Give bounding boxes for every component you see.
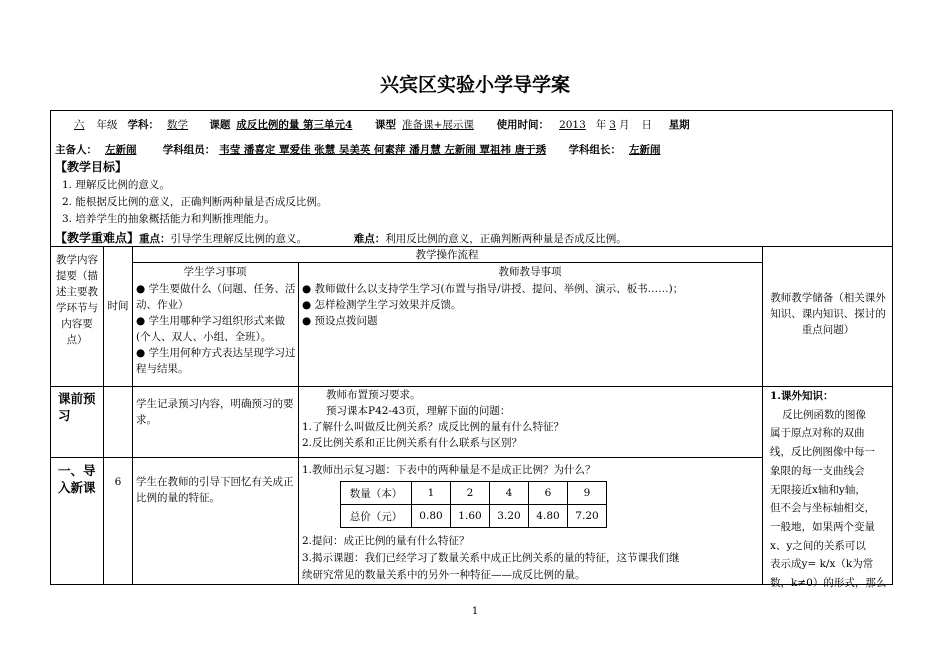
- table-cell: 2: [451, 482, 490, 505]
- day-label: 日: [641, 119, 652, 131]
- table-row: [341, 505, 607, 528]
- reserve-line: 但不会与坐标轴相交，: [770, 502, 875, 515]
- row2-teacher-q3: 3.揭示课题：我们已经学习了数量关系中成正比例关系的量的特征，这节课我们继: [302, 552, 680, 564]
- table-cell: 1: [412, 482, 451, 505]
- month-label: 月: [618, 119, 630, 131]
- type-label: 课型: [375, 119, 397, 131]
- reserve-line: 属于原点对称的双曲: [770, 427, 865, 440]
- student-bullet: ● 学生用哪种学习组织形式来做(个人、双人、小组、全班）。: [136, 315, 285, 343]
- table-row: [341, 482, 607, 505]
- row1-teacher-line: 2.反比例关系和正比例关系有什么联系与区别？: [302, 437, 523, 449]
- keypoints-row: [55, 229, 627, 246]
- reserve-line: 无限接近x轴和y轴，: [770, 483, 866, 496]
- student-header: 学生学习事项: [183, 266, 247, 278]
- row1-teacher-line: 1.了解什么叫做反比例关系？成反比例的量有什么特征？: [302, 421, 565, 433]
- grade-label: 年级: [96, 119, 118, 131]
- header-row-1: [62, 117, 710, 132]
- teacher-header: 教师教导事项: [498, 266, 562, 278]
- time-header: 时间: [107, 300, 129, 312]
- subject-value: 数学: [167, 119, 189, 131]
- teacher-bullet-list: [302, 281, 760, 329]
- type-value: 准备课+展示课: [402, 119, 474, 131]
- table-cell: 7.20: [568, 505, 607, 528]
- row1-student-text: 学生记录预习内容，明确预习的要求。: [136, 398, 294, 426]
- student-bullet-list: [136, 281, 296, 377]
- table-cell: 1.60: [451, 505, 490, 528]
- key-text: 引导学生理解反比例的意义。: [170, 233, 308, 245]
- topic-value: 成反比例的量 第三单元4: [236, 119, 353, 131]
- time-label: 使用时间：: [496, 119, 550, 131]
- row2-student-text: 学生在教师的引导下回忆有关成正比例的量的特征。: [136, 476, 294, 504]
- row1-teacher-line: 预习课本P42-43页，理解下面的问题：: [326, 405, 511, 417]
- row2-teacher-q1: 1.教师出示复习题：下表中的两种量是不是成正比例？为什么？: [302, 464, 596, 476]
- reserve-line: 数，k≠0）的形式，那么: [770, 577, 887, 590]
- teacher-bullet: ● 预设点拨问题: [302, 315, 378, 327]
- price-quantity-table: [340, 481, 607, 528]
- subject-label: 学科：: [127, 119, 160, 131]
- content-summary-header: 教学内容提要（描述主要教学环节与内容要点）: [56, 254, 98, 346]
- stage-intro: 一、导入新课: [58, 463, 96, 495]
- goal-item: 1. 理解反比例的意义。: [62, 179, 170, 191]
- table-cell: 3.20: [490, 505, 529, 528]
- table-cell: 数量（本）: [341, 482, 412, 505]
- key-label: 重点：: [139, 233, 171, 245]
- goal-item: 2. 能根据反比例的意义，正确判断两种量是否成反比例。: [62, 196, 328, 208]
- leader-label: 学科组长：: [568, 144, 621, 156]
- row2-time: 6: [114, 476, 122, 488]
- reserve-header: 教师教学储备（相关课外知识、课内知识、探讨的重点问题）: [770, 292, 886, 336]
- topic-label: 课题: [209, 119, 231, 131]
- reserve-line: 反比例函数的图像: [782, 408, 866, 421]
- page-title: 兴宾区实验小学导学案: [379, 74, 570, 96]
- page-number: 1: [471, 606, 479, 617]
- row2-teacher-q3-cont: 续研究常见的数量关系中的另外一种特征——成反比例的量。: [302, 569, 586, 581]
- group-value: 韦莹 潘喜定 覃爱佳 张慧 吴美英 何素萍 潘月慧 左新闹 覃祖祎 唐于琇: [219, 144, 547, 156]
- reserve-line: 象限的每一支曲线会: [770, 464, 865, 477]
- table-cell: 总价（元）: [341, 505, 412, 528]
- row1-teacher-text: [302, 387, 760, 451]
- goals-heading: 【教学目标】: [55, 160, 128, 174]
- hard-label: 难点：: [353, 233, 386, 245]
- reserve-line: 表示成y= k/x（k为常: [770, 558, 874, 571]
- table-cell: 4: [490, 482, 529, 505]
- table-cell: 4.80: [529, 505, 568, 528]
- hard-text: 利用反比例的意义，正确判断两种量是否成反比例。: [385, 233, 627, 245]
- row2-teacher-q2: 2.提问：成正比例的量有什么特征？: [302, 535, 470, 547]
- grade-value: 六: [74, 119, 85, 131]
- reserve-heading: 1.课外知识：: [770, 390, 834, 402]
- student-bullet: ● 学生要做什么（问题、任务、活动、作业）: [136, 283, 296, 311]
- goal-item: 3. 培养学生的抽象概括能力和判断推理能力。: [62, 213, 275, 225]
- process-header: 教学操作流程: [415, 249, 479, 261]
- week-label: 星期: [668, 119, 690, 131]
- student-bullet: ● 学生用何种方式表达呈现学习过程与结果。: [136, 347, 296, 375]
- row1-teacher-line: 教师布置预习要求。: [326, 389, 421, 401]
- year-value: 2013: [559, 119, 586, 131]
- month-value: 3: [609, 119, 616, 131]
- table-cell: 6: [529, 482, 568, 505]
- stage-preview: 课前预习: [58, 391, 96, 423]
- table-cell: 0.80: [412, 505, 451, 528]
- header-row-2: [55, 142, 668, 157]
- lead-label: 主备人：: [55, 144, 97, 156]
- table-cell: 9: [568, 482, 607, 505]
- lead-value: 左新闹: [105, 144, 137, 156]
- year-label: 年: [595, 119, 607, 131]
- reserve-line: 一般地，如果两个变量: [770, 520, 875, 533]
- reserve-line: x、y之间的关系可以: [770, 539, 866, 552]
- teacher-bullet: ● 怎样检测学生学习效果并反馈。: [302, 299, 462, 311]
- teacher-bullet: ● 教师做什么以支持学生学习(布置与指导/讲授、提问、举例、演示、板书……)；: [302, 283, 684, 295]
- keypoints-heading: 【教学重难点】: [55, 231, 140, 245]
- reserve-line: 线，反比例图像中每一: [770, 446, 875, 459]
- group-label: 学科组员：: [162, 144, 216, 156]
- leader-value: 左新闹: [628, 144, 661, 156]
- reserve-content: [770, 387, 890, 593]
